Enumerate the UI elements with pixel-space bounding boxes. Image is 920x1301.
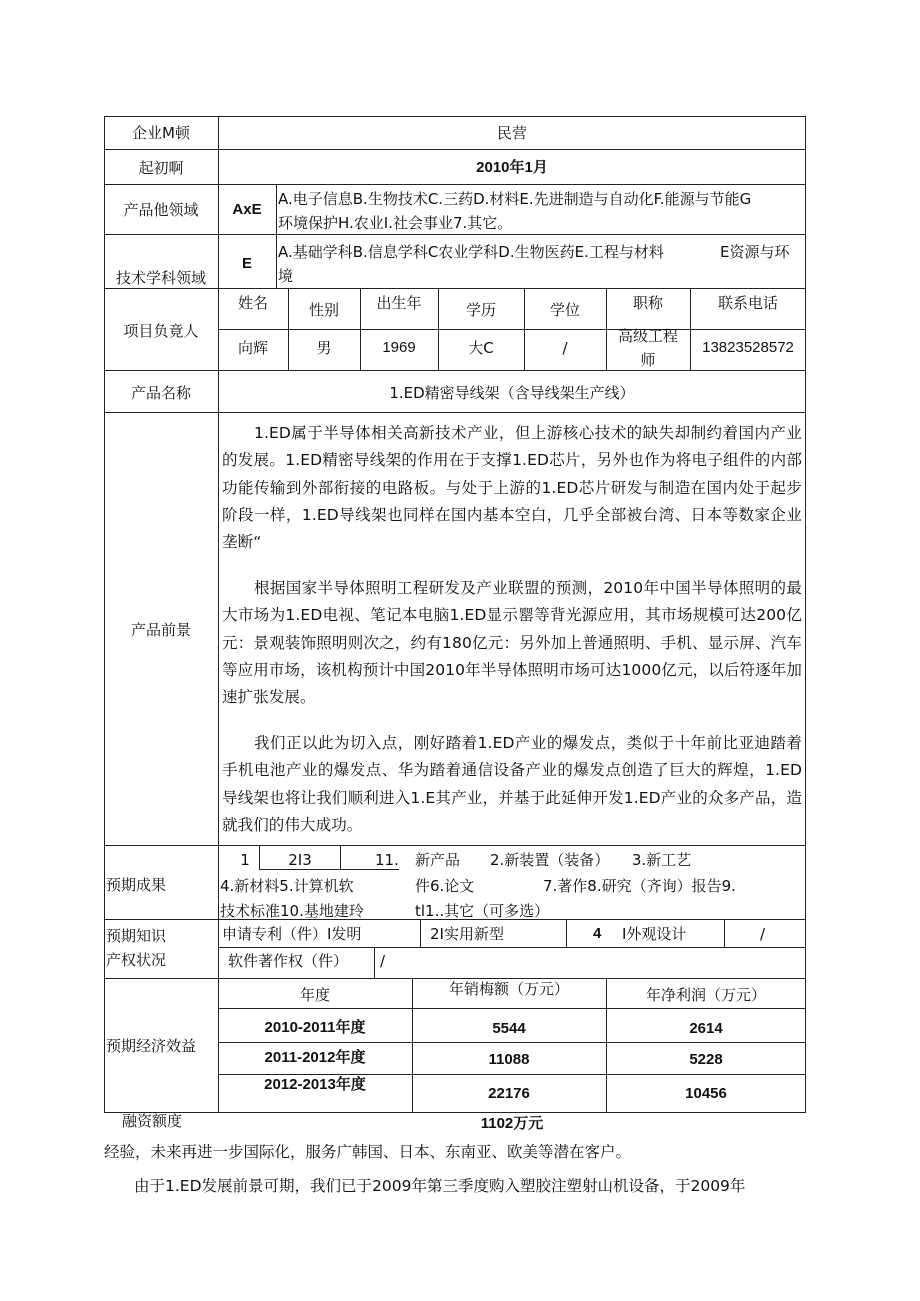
discipline-label: 技术学科领域 [115,269,206,287]
leader-header-education: 学历 [465,301,496,319]
econ-row-profit: 5228 [689,1051,723,1068]
discipline-code: E [241,255,252,272]
ip-label-line1: 预期知识 [106,927,167,945]
leader-header-gender: 性别 [308,301,339,319]
results-line-3b: tl1..其它（可多选） [415,902,550,920]
leader-phone: 13823528572 [702,339,794,356]
econ-row-sales: 5544 [492,1020,526,1037]
enterprise-type-value: 民营 [496,124,527,142]
financing-value: 1102万元 [480,1115,544,1132]
ip-patent-invention: 申请专利（件）I发明 [222,925,362,943]
leader-header-degree: 学位 [549,301,580,319]
econ-row-profit: 2614 [689,1020,723,1037]
leader-title-line2: 师 [640,351,656,369]
discipline-options-line1-end: E资源与环 [720,243,790,261]
results-cell-3: 11. [375,851,399,869]
ip-label-line2: 产权状况 [106,951,167,969]
econ-row-sales: 22176 [488,1085,530,1102]
leader-header-birth: 出生年 [376,294,422,312]
econ-row-year: 2012-2013年度 [264,1076,366,1093]
product-name-value: 1.ED精密导线架（含导线架生产线） [389,384,635,402]
prospect-paragraph-1: 1.ED属于半导体相关高新技术产业，但上游核心技术的缺失却制约着国内产业的发展。1.ED精密导线架的作用在于支撑1.ED芯片，另外也作为将电子组件的内部功能传输到外部衔接的电路板。与处于上游的1.ED芯片研发与制造在国内处于起步阶段一样，1.ED导线架也同样在国内基本空白，几乎全部被台湾、日本等数家企业垄断“ [222,424,802,552]
ip-design: I外观设计 [622,925,687,943]
results-cell-1: 1 [240,851,250,869]
project-leader-label: 项目负竟人 [123,322,199,340]
leader-education: 大C [468,339,494,357]
ip-utility-model: 2I实用新型 [430,925,504,943]
leader-birth-year: 1969 [382,339,416,356]
results-line-2c: 7.著作8.研究（齐询）报告9. [543,877,736,895]
start-date-value: 2010年1月 [476,159,548,176]
results-cell-2: 2I3 [288,851,312,869]
econ-header-profit: 年净利润（万元） [645,986,766,1004]
econ-row-year: 2010-2011年度 [264,1019,366,1036]
leader-gender: 男 [316,339,332,357]
leader-degree: / [562,339,568,357]
results-line-3a: 技术标准10.基地建玲 [220,902,364,920]
leader-header-title: 职称 [632,294,663,312]
econ-row-profit: 10456 [685,1085,727,1102]
ip-software-copyright: 软件著作权（件） [228,952,349,970]
ip-software-value: / [380,952,386,970]
enterprise-type-label: 企业M顿 [132,124,190,142]
ip-design-value: / [760,925,766,943]
product-field-options-line1: A.电子信息B.生物技术C.三药D.材料E.先进制造与自动化F.能源与节能G [278,190,752,208]
leader-name: 向辉 [237,339,268,357]
econ-header-sales: 年销梅额（万元） [448,980,569,998]
leader-title-line1: 高级工程 [617,327,678,345]
results-line-2b: 件6.论文 [415,877,475,895]
prospect-paragraph-2: 根据国家半导体照明工程研发及产业联盟的预测，2010年中国半导体照明的最大市场为1.ED电视、笔记本电脑1.ED显示罂等背光源应用，其市场规模可达200亿元：景观装饰照明则次之，约有180亿元：另外加上普通照明、手机、显示屏、汽车等应用市场，该机构预计中国2010年半导体照明市场可达1000亿元，以后符逐年加速扩张发展。 [222,579,802,707]
results-line-1: 新产品 2.新装置（装备） 3.新工艺 [415,851,692,869]
econ-row-year: 2011-2012年度 [264,1049,366,1066]
prospect-paragraph-3: 我们正以此为切入点，刚好踏着1.ED产业的爆发点，类似于十年前比亚迪踏着手机电池产业的爆发点、华为踏着通信设备产业的爆发点创造了巨大的辉煌，1.ED导线架也将让我们顺利进入1.E其产业，并基于此延伸开发1.ED产业的众多产品，造就我们的伟大成功。 [222,734,802,834]
leader-header-name: 姓名 [237,294,268,312]
product-field-code: AxE [232,201,262,218]
financing-label: 融资额度 [122,1112,183,1130]
discipline-options-line1: A.基础学科B.信息学科C农业学科D.生物医药E.工程与材料 [278,243,664,261]
footer-line-1: 经验，未来再进一步国际化，服务广韩国、日本、东南亚、欧美等潜在客户。 [104,1143,632,1161]
leader-header-phone: 联系电话 [717,294,778,312]
expected-results-label: 预期成果 [106,876,167,894]
results-line-2a: 4.新材料5.计算机软 [220,877,354,895]
ip-design-count: 4 [593,925,602,942]
product-prospect-label: 产品前景 [130,621,191,639]
econ-header-year: 年度 [299,986,330,1004]
start-date-label: 起初啊 [138,159,184,177]
econ-row-sales: 11088 [488,1051,530,1068]
product-field-options-line2: 环境保护H.农业I.社会事业7.其它。 [278,214,513,232]
footer-line-2: 由于1.ED发展前景可期，我们已于2009年第三季度购入塑胶注塑射山机设备，于2009年 [134,1177,746,1195]
product-field-label: 产品他领域 [123,201,199,219]
economic-benefit-label: 预期经济效益 [106,1037,197,1055]
discipline-options-line2: 境 [278,267,294,285]
product-name-label: 产品名称 [130,384,191,402]
